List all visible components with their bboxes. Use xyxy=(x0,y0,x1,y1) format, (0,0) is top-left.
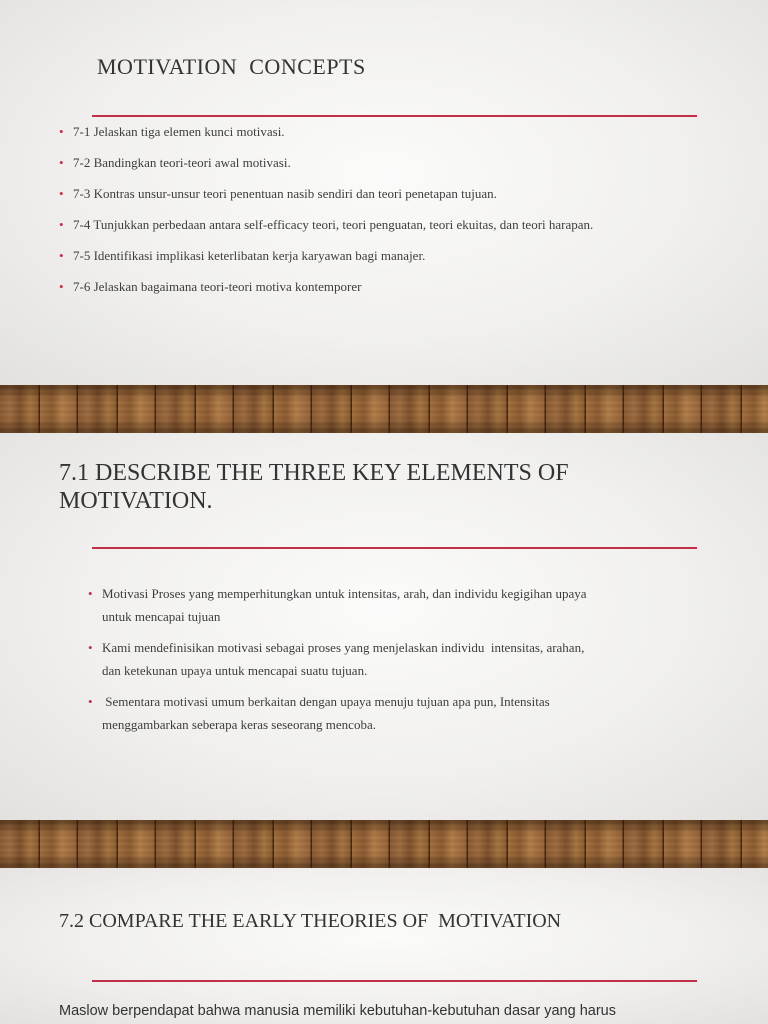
slide-2-divider xyxy=(92,547,697,549)
bullet-icon: • xyxy=(59,217,64,233)
slide-3-body-text: Maslow berpendapat bahwa manusia memiliki kebutuhan-kebutuhan dasar yang harus xyxy=(59,1003,616,1019)
slide-2-bullet-list xyxy=(88,583,722,745)
slide-1-title: MOTIVATION CONCEPTS xyxy=(97,54,366,79)
list-item: • 7-3 Kontras unsur-unsur teori penentuan nasib sendiri dan teori penetapan tujuan. xyxy=(73,183,593,206)
bullet-icon: • xyxy=(59,155,64,171)
bullet-icon: • xyxy=(59,248,64,264)
list-item: • 7-5 Identifikasi implikasi keterlibatan kerja karyawan bagi manajer. xyxy=(73,245,593,268)
bullet-icon: • xyxy=(59,279,64,295)
list-item: • 7-4 Tunjukkan perbedaan antara self-efficacy teori, teori penguatan, teori ekuitas, dan teori harapan. xyxy=(73,214,593,237)
bullet-icon: • xyxy=(59,124,64,139)
bullet-icon: • xyxy=(88,694,93,709)
slide-3 xyxy=(0,868,768,1024)
list-item: • Sementara motivasi umum berkaitan dengan upaya menuju tujuan apa pun, Intensitas menggambarkan seberapa keras seseorang mencoba. xyxy=(102,691,722,736)
slide-1-bullet-list xyxy=(59,121,594,308)
bullet-icon: • xyxy=(88,586,93,601)
bullet-icon: • xyxy=(88,640,93,655)
slide-2-title-line-2: MOTIVATION. xyxy=(59,488,213,514)
wood-floor-divider xyxy=(0,820,768,868)
slide-2-title xyxy=(59,459,569,515)
list-item: • 7-1 Jelaskan tiga elemen kunci motivasi. xyxy=(73,121,593,144)
list-item: • Kami mendefinisikan motivasi sebagai proses yang menjelaskan individu intensitas, arahan, dan ketekunan upaya untuk mencapai suatu tujuan. xyxy=(102,637,722,682)
slide-1 xyxy=(0,0,768,385)
slide-1-divider xyxy=(92,115,697,117)
bullet-icon: • xyxy=(59,186,64,202)
list-item: • 7-6 Jelaskan bagaimana teori-teori motiva kontemporer xyxy=(73,276,593,299)
slide-3-title: 7.2 COMPARE THE EARLY THEORIES OF MOTIVATION xyxy=(59,910,562,932)
slide-3-divider xyxy=(92,980,697,982)
slide-2 xyxy=(0,433,768,820)
list-item: • 7-2 Bandingkan teori-teori awal motivasi. xyxy=(73,152,593,175)
wood-floor-divider xyxy=(0,385,768,433)
slide-2-title-line-1: 7.1 DESCRIBE THE THREE KEY ELEMENTS OF xyxy=(59,460,569,486)
list-item: • Motivasi Proses yang memperhitungkan untuk intensitas, arah, dan individu kegigihan upaya untuk mencapai tujuan xyxy=(102,583,722,628)
